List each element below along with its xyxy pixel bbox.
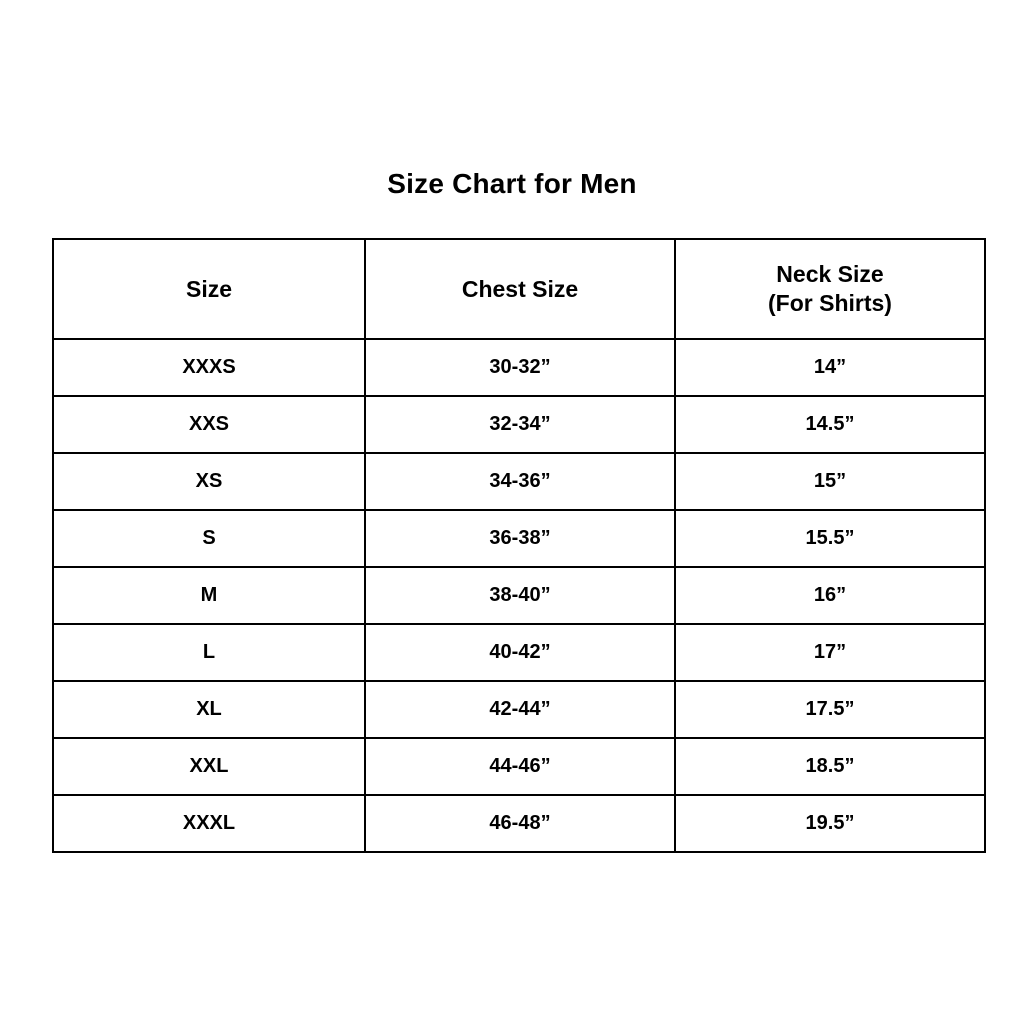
cell-chest: 32-34” — [365, 396, 675, 453]
cell-neck: 17” — [675, 624, 985, 681]
cell-chest: 44-46” — [365, 738, 675, 795]
column-header-size-label: Size — [185, 275, 233, 302]
cell-size: L — [53, 624, 365, 681]
cell-chest: 36-38” — [365, 510, 675, 567]
table-row — [53, 795, 985, 852]
cell-neck: 18.5” — [675, 738, 985, 795]
cell-neck: 15” — [675, 453, 985, 510]
cell-chest: 40-42” — [365, 624, 675, 681]
column-header-size — [53, 239, 365, 339]
page-title: Size Chart for Men — [387, 168, 637, 199]
cell-chest: 30-32” — [365, 339, 675, 396]
cell-neck: 16” — [675, 567, 985, 624]
cell-size: XXXL — [53, 795, 365, 852]
cell-size: XXS — [53, 396, 365, 453]
cell-chest: 46-48” — [365, 795, 675, 852]
table-row — [53, 453, 985, 510]
cell-size: XXXS — [53, 339, 365, 396]
cell-chest: 38-40” — [365, 567, 675, 624]
column-header-neck-size-label: Neck Size — [776, 261, 884, 288]
cell-neck: 14.5” — [675, 396, 985, 453]
cell-size: XXL — [53, 738, 365, 795]
table-row — [53, 339, 985, 396]
table-row — [53, 567, 985, 624]
cell-neck: 14” — [675, 339, 985, 396]
size-chart-table-wrapper — [52, 238, 972, 853]
table-header — [53, 239, 985, 339]
table-row — [53, 681, 985, 738]
column-header-chest-size — [365, 239, 675, 339]
table-row — [53, 510, 985, 567]
cell-neck: 15.5” — [675, 510, 985, 567]
table-row — [53, 624, 985, 681]
table-body — [53, 339, 985, 852]
cell-size: M — [53, 567, 365, 624]
cell-chest: 34-36” — [365, 453, 675, 510]
table-row — [53, 738, 985, 795]
cell-size: XS — [53, 453, 365, 510]
table-header-row — [53, 239, 985, 339]
cell-neck: 19.5” — [675, 795, 985, 852]
size-chart-table — [52, 238, 986, 853]
column-header-neck-size-sublabel: (For Shirts) — [768, 290, 892, 316]
cell-neck: 17.5” — [675, 681, 985, 738]
column-header-neck-size — [675, 239, 985, 339]
cell-size: S — [53, 510, 365, 567]
cell-chest: 42-44” — [365, 681, 675, 738]
cell-size: XL — [53, 681, 365, 738]
table-row — [53, 396, 985, 453]
column-header-chest-size-label: Chest Size — [461, 275, 579, 302]
